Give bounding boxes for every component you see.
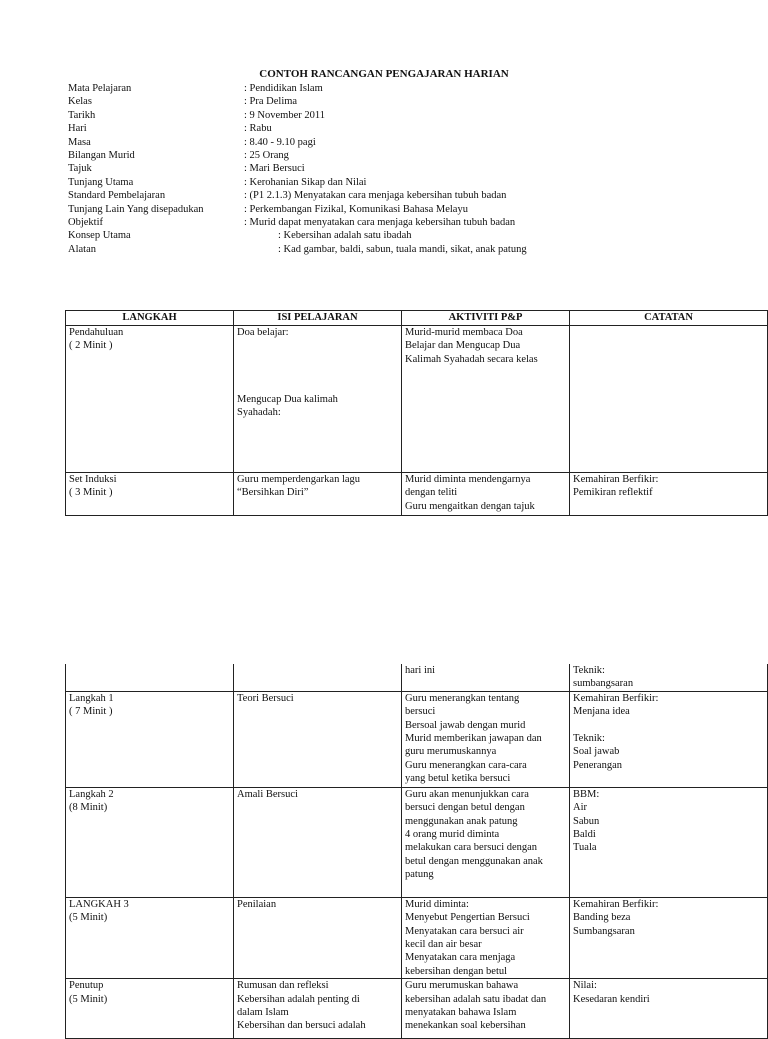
cell-line: Amali Bersuci xyxy=(237,788,298,800)
cell-line: Soal jawab xyxy=(573,746,620,758)
info-label: Masa xyxy=(68,136,91,148)
cell-line: menekankan soal kebersihan xyxy=(405,1020,526,1032)
cell-line: bersuci dengan betul dengan xyxy=(405,802,525,814)
info-label: Tajuk xyxy=(68,163,92,175)
cell-line: kebersihan dengan betul xyxy=(405,965,508,977)
cell-line: Guru akan menunjukkan cara xyxy=(405,788,529,800)
cell-line: Kebersihan dan bersuci adalah xyxy=(237,1020,366,1032)
info-value: : Kerohanian Sikap dan Nilai xyxy=(244,176,367,188)
cell-line: Bersoal jawab dengan murid xyxy=(405,719,526,731)
table-row xyxy=(66,897,768,978)
cell-line: Mengucap Dua kalimah xyxy=(237,393,338,405)
cell-line: betul dengan menggunakan anak xyxy=(405,855,543,867)
info-value: : (P1 2.1.3) Menyatakan cara menjaga kebersihan tubuh badan xyxy=(244,190,507,202)
cell-isi xyxy=(234,326,402,473)
cell-aktiviti xyxy=(402,979,570,1039)
cell-line: Pemikiran reflektif xyxy=(573,487,653,499)
cell-line: Guru menerangkan tentang xyxy=(405,692,520,704)
cell-line: LANGKAH 3 xyxy=(69,898,129,910)
info-value: : 8.40 - 9.10 pagi xyxy=(244,136,316,148)
cell-line: (5 Minit) xyxy=(69,993,108,1005)
cell-line: Murid memberikan jawapan dan xyxy=(405,733,542,745)
cell-langkah xyxy=(66,979,234,1039)
cell-catatan xyxy=(570,473,768,516)
cell-line: Guru mengaitkan dengan tajuk xyxy=(405,500,535,512)
lesson-plan-table xyxy=(65,310,768,516)
cell-line: Teknik: xyxy=(573,733,605,745)
info-label: Tunjang Lain Yang disepadukan xyxy=(68,203,204,215)
info-value: : Kad gambar, baldi, sabun, tuala mandi, sikat, anak patung xyxy=(278,243,527,255)
cell-line: Murid-murid membaca Doa xyxy=(405,327,523,338)
cell-isi xyxy=(234,787,402,897)
cell-isi xyxy=(234,897,402,978)
cell-line: (8 Minit) xyxy=(69,802,108,814)
cell-line: ( 3 Minit ) xyxy=(69,487,113,499)
info-label: Konsep Utama xyxy=(68,230,131,242)
table-row xyxy=(66,473,768,516)
cell-line: kebersihan adalah satu ibadat dan xyxy=(405,993,547,1005)
cell-aktiviti xyxy=(402,691,570,787)
info-value: : 9 November 2011 xyxy=(244,109,325,121)
cell-catatan xyxy=(570,897,768,978)
cell-isi xyxy=(234,664,402,691)
cell-aktiviti xyxy=(402,473,570,516)
cell-line: dengan teliti xyxy=(405,487,458,499)
cell-line: (5 Minit) xyxy=(69,912,108,924)
cell-line: Kebersihan adalah penting di xyxy=(237,993,360,1005)
cell-line: 4 orang murid diminta xyxy=(405,829,500,841)
info-value: : Murid dapat menyatakan cara menjaga kebersihan tubuh badan xyxy=(244,216,516,228)
cell-line: Belajar dan Mengucap Dua xyxy=(405,340,521,352)
cell-aktiviti xyxy=(402,897,570,978)
cell-line: bersuci xyxy=(405,706,436,718)
cell-line: Doa belajar: xyxy=(237,327,289,338)
cell-line: Set Induksi xyxy=(69,474,117,485)
cell-line: patung xyxy=(405,869,434,881)
cell-catatan xyxy=(570,787,768,897)
cell-line: Guru merumuskan bahawa xyxy=(405,980,519,992)
table-row xyxy=(66,787,768,897)
cell-line: Murid diminta: xyxy=(405,898,469,910)
info-value: : Perkembangan Fizikal, Komunikasi Bahasa Melayu xyxy=(244,203,468,215)
cell-line: hari ini xyxy=(405,665,436,676)
table-header-row xyxy=(66,311,768,326)
table-row xyxy=(66,979,768,1039)
info-value: : Mari Bersuci xyxy=(244,163,305,175)
cell-line: menyatakan bahawa Islam xyxy=(405,1007,517,1019)
cell-line: Kemahiran Berfikir: xyxy=(573,474,659,485)
cell-catatan xyxy=(570,979,768,1039)
cell-line: yang betul ketika bersuci xyxy=(405,773,511,785)
cell-langkah xyxy=(66,664,234,691)
cell-line: Menyatakan cara menjaga xyxy=(405,952,516,964)
cell-line: Penilaian xyxy=(237,898,277,910)
cell-aktiviti xyxy=(402,664,570,691)
cell-gap xyxy=(237,339,398,379)
header-isi-pelajaran: ISI PELAJARAN xyxy=(234,311,402,326)
info-label: Standard Pembelajaran xyxy=(68,190,166,202)
info-value: : Pra Delima xyxy=(244,96,298,108)
cell-isi xyxy=(234,473,402,516)
cell-line: Sumbangsaran xyxy=(573,925,635,937)
info-label: Mata Pelajaran xyxy=(68,83,132,94)
cell-line: Guru memperdengarkan lagu xyxy=(237,474,361,485)
cell-line: Penutup xyxy=(69,980,104,992)
table-row xyxy=(66,326,768,473)
cell-line: Baldi xyxy=(573,829,596,841)
cell-catatan xyxy=(570,326,768,473)
info-value: : 25 Orang xyxy=(244,149,289,161)
cell-line: Tuala xyxy=(573,842,597,854)
cell-langkah xyxy=(66,473,234,516)
cell-line: dalam Islam xyxy=(237,1007,289,1019)
cell-gap xyxy=(573,719,764,732)
cell-line: Langkah 2 xyxy=(69,788,114,800)
cell-line: Banding beza xyxy=(573,912,631,924)
info-label: Objektif xyxy=(68,216,103,228)
cell-line: “Bersihkan Diri” xyxy=(237,487,309,499)
cell-line: ( 7 Minit ) xyxy=(69,706,113,718)
cell-line: Guru menerangkan cara-cara xyxy=(405,759,527,771)
cell-aktiviti xyxy=(402,787,570,897)
cell-catatan xyxy=(570,691,768,787)
info-value: : Rabu xyxy=(244,123,272,135)
cell-line: ( 2 Minit ) xyxy=(69,340,113,352)
cell-langkah xyxy=(66,691,234,787)
cell-line: Teknik: xyxy=(573,665,605,676)
cell-line: melakukan cara bersuci dengan xyxy=(405,842,538,854)
cell-line: Menyatakan cara bersuci air xyxy=(405,925,524,937)
header-aktiviti: AKTIVITI P&P xyxy=(402,311,570,326)
cell-line: menggunakan anak patung xyxy=(405,815,518,827)
cell-line: Kalimah Syahadah secara kelas xyxy=(405,353,538,365)
info-label: Hari xyxy=(68,123,87,135)
cell-line: Air xyxy=(573,802,587,814)
cell-langkah xyxy=(66,897,234,978)
cell-catatan xyxy=(570,664,768,691)
cell-line: Rumusan dan refleksi xyxy=(237,980,329,992)
cell-line: Kesedaran kendiri xyxy=(573,993,650,1005)
cell-aktiviti xyxy=(402,326,570,473)
info-value: : Kebersihan adalah satu ibadah xyxy=(278,230,412,242)
cell-line: Teori Bersuci xyxy=(237,692,294,704)
cell-line: Kemahiran Berfikir: xyxy=(573,692,659,704)
cell-line: Nilai: xyxy=(573,980,597,992)
cell-line: Kemahiran Berfikir: xyxy=(573,898,659,910)
cell-isi xyxy=(234,979,402,1039)
cell-langkah xyxy=(66,326,234,473)
cell-line: BBM: xyxy=(573,788,600,800)
cell-isi xyxy=(234,691,402,787)
cell-line: Menyebut Pengertian Bersuci xyxy=(405,912,530,924)
info-label: Alatan xyxy=(68,243,96,255)
cell-line: Syahadah: xyxy=(237,407,281,419)
lesson-plan-table-continued xyxy=(65,664,768,1039)
info-label: Tarikh xyxy=(68,109,96,121)
cell-line: Langkah 1 xyxy=(69,692,114,704)
cell-line: sumbangsaran xyxy=(573,678,634,690)
cell-line: Penerangan xyxy=(573,759,622,771)
document-title: CONTOH RANCANGAN PENGAJARAN HARIAN xyxy=(259,68,509,80)
info-label: Bilangan Murid xyxy=(68,149,135,161)
header-langkah: LANGKAH xyxy=(66,311,234,326)
cell-line: kecil dan air besar xyxy=(405,939,482,951)
info-value: : Pendidikan Islam xyxy=(244,83,323,94)
table-row xyxy=(66,691,768,787)
table-row xyxy=(66,664,768,691)
info-label: Kelas xyxy=(68,96,92,108)
cell-gap xyxy=(237,379,398,392)
cell-line: Menjana idea xyxy=(573,706,630,718)
cell-langkah xyxy=(66,787,234,897)
info-label: Tunjang Utama xyxy=(68,176,134,188)
cell-line: Murid diminta mendengarnya xyxy=(405,474,531,485)
cell-line: guru merumuskannya xyxy=(405,746,497,758)
cell-line: Pendahuluan xyxy=(69,327,124,338)
header-catatan: CATATAN xyxy=(570,311,768,326)
cell-line: Sabun xyxy=(573,815,600,827)
